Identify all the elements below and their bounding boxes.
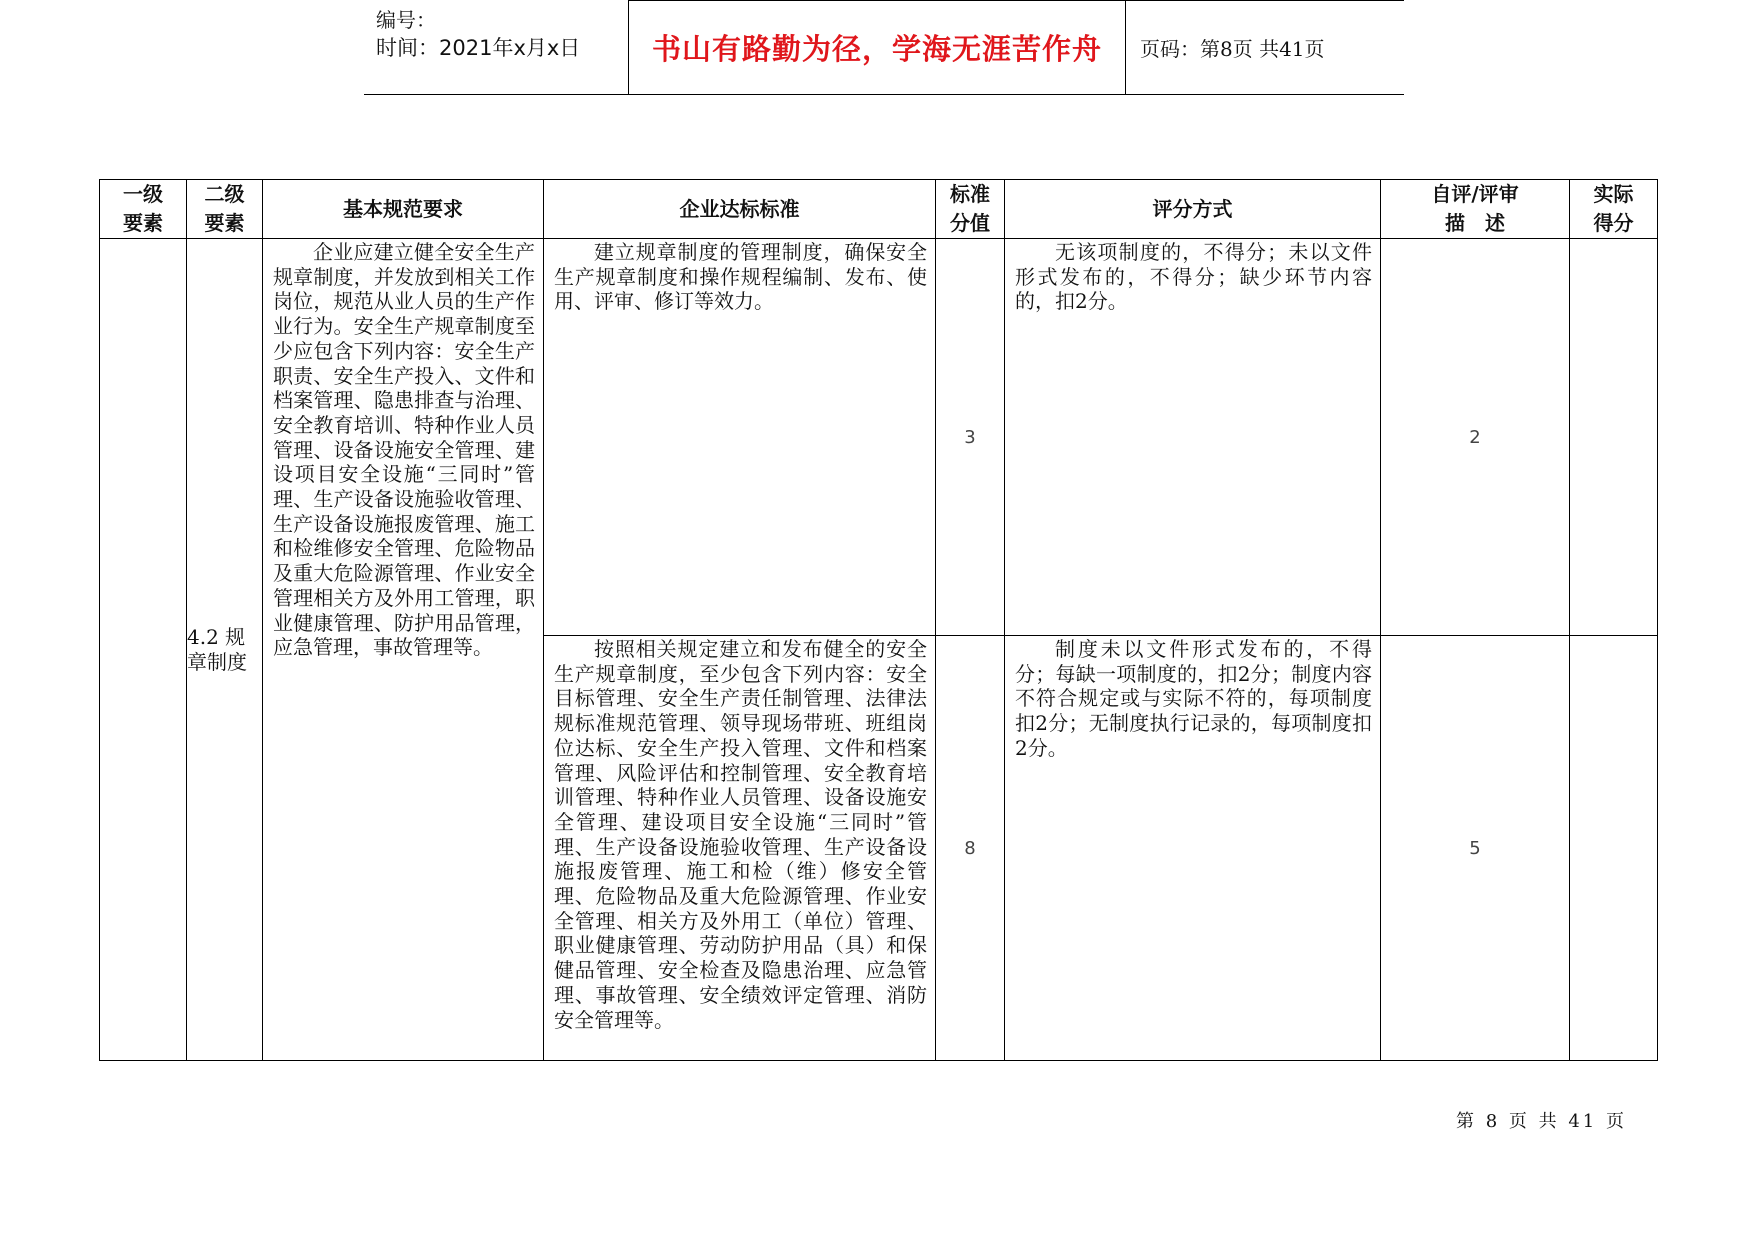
col-header-level1: 一级要素 <box>100 180 187 239</box>
method-cell <box>1005 636 1381 1061</box>
header-motto: 书山有路勤为径，学海无涯苦作舟 <box>651 31 1102 66</box>
header-page-info: 页码：第8页 共41页 <box>1140 36 1325 61</box>
table-header-row <box>100 180 1658 239</box>
basic-requirement-text: 企业应建立健全安全生产规章制度，并发放到相关工作岗位，规范从业人员的生产作业行为。安全生产规章制度至少应包含下列内容：安全生产职责、安全生产投入、文件和档案管理、隐患排查与治理、安全教育培训、特种作业人员管理、设备设施安全管理、建设项目安全设施“三同时”管理、生产设备设施验收管理、生产设备设施报废管理、施工和检维修安全管理、危险物品及重大危险源管理、作业安全管理相关方及外用工管理，职业健康管理、防护用品管理，应急管理，事故管理等。 <box>273 240 535 660</box>
self-eval-cell: 5 <box>1381 636 1570 1061</box>
header-motto-cell <box>628 0 1126 94</box>
method-text: 制度未以文件形式发布的，不得分；每缺一项制度的，扣2分；制度内容不符合规定或与实际不符的，每项制度扣2分；无制度执行记录的，每项制度扣2分。 <box>1015 637 1372 760</box>
method-cell <box>1005 239 1381 636</box>
col-header-method: 评分方式 <box>1005 180 1381 239</box>
header-bottom-rule <box>364 94 1404 95</box>
header-meta <box>364 0 628 94</box>
col-header-level2: 二级要素 <box>187 180 263 239</box>
col-header-self-eval: 自评/评审描 述 <box>1381 180 1570 239</box>
basic-requirement-cell <box>263 239 544 1061</box>
header-page-cell <box>1126 0 1404 94</box>
doc-time: 时间：2021年x月x日 <box>376 36 581 60</box>
actual-score-cell <box>1570 636 1658 1061</box>
self-eval-cell: 2 <box>1381 239 1570 636</box>
standard-text: 建立规章制度的管理制度，确保安全生产规章制度和操作规程编制、发布、使用、评审、修订等效力。 <box>554 240 927 314</box>
level1-cell <box>100 239 187 1061</box>
score-cell: 3 <box>936 239 1005 636</box>
evaluation-table <box>99 179 1658 1061</box>
table-row <box>100 239 1658 636</box>
page-header <box>364 0 1404 94</box>
actual-score-cell <box>1570 239 1658 636</box>
method-text: 无该项制度的，不得分；未以文件形式发布的，不得分；缺少环节内容的，扣2分。 <box>1015 240 1372 314</box>
page-footer: 第 8 页 共 41 页 <box>1456 1111 1627 1132</box>
doc-number: 编号： <box>376 8 436 32</box>
standard-text: 按照相关规定建立和发布健全的安全生产规章制度，至少包含下列内容：安全目标管理、安全生产责任制管理、法律法规标准规范管理、领导现场带班、班组岗位达标、安全生产投入管理、文件和档案管理、风险评估和控制管理、安全教育培训管理、特种作业人员管理、设备设施安全管理、建设项目安全设施“三同时”管理、生产设备设施验收管理、生产设备设施报废管理、施工和检（维）修安全管理、危险物品及重大危险源管理、作业安全管理、相关方及外用工（单位）管理、职业健康管理、劳动防护用品（具）和保健品管理、安全检查及隐患治理、应急管理、事故管理、安全绩效评定管理、消防安全管理等。 <box>554 637 927 1032</box>
col-header-basic-requirement: 基本规范要求 <box>263 180 544 239</box>
level2-cell: 4.2 规章制度 <box>187 239 263 1061</box>
col-header-score: 标准分值 <box>936 180 1005 239</box>
col-header-actual: 实际得分 <box>1570 180 1658 239</box>
standard-cell <box>544 239 936 636</box>
score-cell: 8 <box>936 636 1005 1061</box>
col-header-standard: 企业达标标准 <box>544 180 936 239</box>
standard-cell <box>544 636 936 1061</box>
